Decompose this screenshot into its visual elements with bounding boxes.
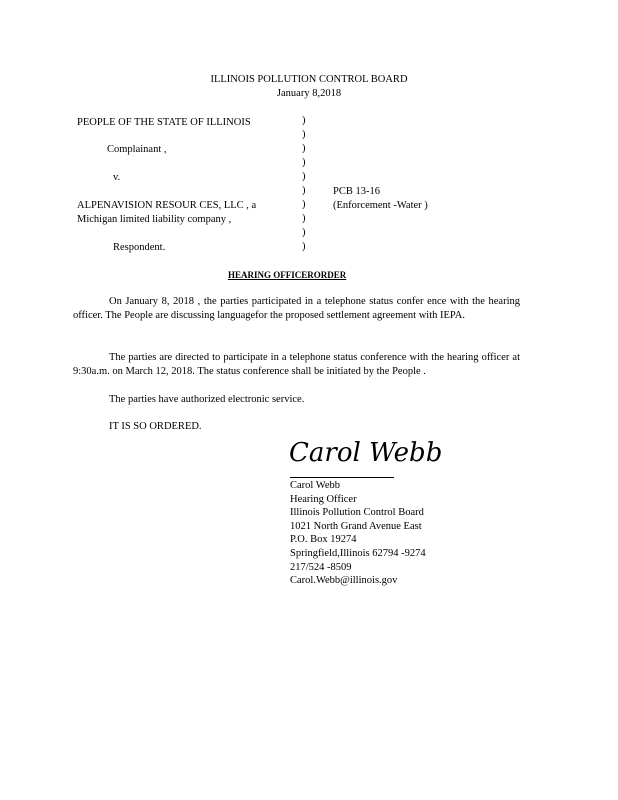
case-number: PCB 13-16 <box>333 186 380 197</box>
signer-phone: 217/524 -8509 <box>290 561 352 573</box>
order-date: January 8,2018 <box>276 88 342 99</box>
signer-title: Hearing Officer <box>290 493 357 505</box>
plaintiff-role: Complainant , <box>107 144 167 155</box>
signer-city: Springfield,Illinois 62794 -9274 <box>290 547 426 559</box>
body-paragraph-2: The parties are directed to participate in a telephone status conference with the hearing officer at 9:30a.m. on March 12, 2018. The status conference shall be initiated by the People . <box>73 352 520 377</box>
body-paragraph-4: IT IS SO ORDERED. <box>109 421 202 432</box>
versus-label: v. <box>113 172 121 183</box>
order-title: HEARING OFFICERORDER <box>228 270 347 280</box>
body-paragraph-3: The parties have authorized electronic service. <box>109 394 305 405</box>
signer-name: Carol Webb <box>290 480 340 491</box>
defendant-role: Respondent. <box>113 242 166 253</box>
signer-email[interactable]: Carol.Webb@illinois.gov <box>290 575 398 587</box>
plaintiff-name: PEOPLE OF THE STATE OF ILLINOIS <box>77 117 251 128</box>
body-paragraph-1: On January 8, 2018 , the parties participated in a telephone status confer ence with the hearing officer. The People are discussing languagefor the proposed settlement agreement with IEPA. <box>73 296 520 321</box>
signature-block <box>290 479 426 588</box>
signer-address-line2: P.O. Box 19274 <box>290 534 357 546</box>
defendant-name-line2: Michigan limited liability company , <box>77 214 232 225</box>
agency-name: ILLINOIS POLLUTION CONTROL BOARD <box>210 74 408 85</box>
signature-script: Carol Webb <box>289 438 443 468</box>
case-type: (Enforcement -Water ) <box>333 200 428 211</box>
signer-address-line1: 1021 North Grand Avenue East <box>290 520 422 532</box>
signer-org: Illinois Pollution Control Board <box>290 507 424 519</box>
caption-parentheses: ) ) ) ) ) ) ) ) ) ) <box>302 115 306 252</box>
signature-line <box>290 477 394 478</box>
handwritten-signature <box>287 430 443 470</box>
defendant-name-line1: ALPENAVISION RESOUR CES, LLC , a <box>77 200 257 211</box>
